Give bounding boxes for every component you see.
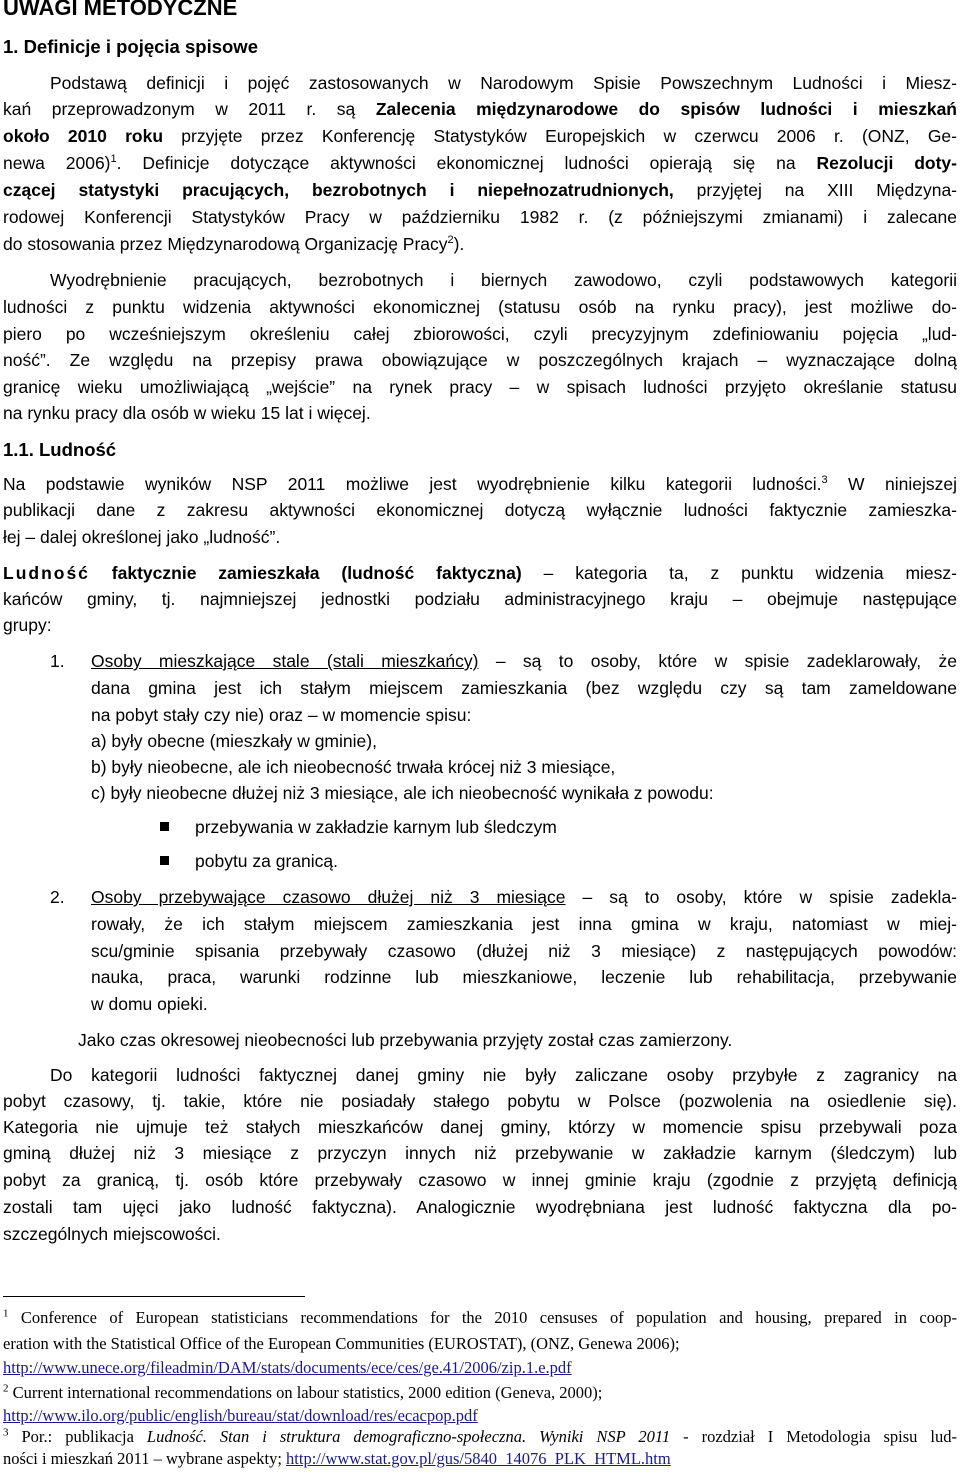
para6-line: Do kategorii ludności faktycznej danej gminy nie były zaliczane osoby przybyłe z zagranicy na <box>50 1065 957 1085</box>
para2-line: ludności z punktu widzenia aktywności ekonomicznej (statusu osób na rynku pracy), jest możliwe do- <box>3 297 957 317</box>
footnote-3-link[interactable]: http://www.stat.gov.pl/gus/5840_14076_PLK_HTML.htm <box>286 1449 671 1468</box>
top-heading: UWAGI METODYCZNE <box>3 0 238 20</box>
item2-line1: Osoby przebywające czasowo dłużej niż 3 miesiące – są to osoby, które w spisie zadekla- <box>91 887 958 907</box>
para1-line1: Podstawą definicji i pojęć zastosowanych w Narodowym Spisie Powszechnym Ludności i Miesz- <box>50 73 957 93</box>
para1-line4: newa 2006)$^1$. Definicje dotyczące aktywności ekonomicznej ludności opierają się na Rezolucji doty- <box>3 153 957 173</box>
footnote-3-line2: ności i mieszkań 2011 – wybrane aspekty; http://www.stat.gov.pl/gus/5840_14076_PLK_HTML.htm <box>3 1449 671 1468</box>
footnote-1-link-row <box>3 1357 957 1379</box>
footnote-separator <box>3 1296 305 1297</box>
item2-line4: nauka, praca, warunki rodzinne lub mieszkaniowe, leczenie lub rehabilitacja, przebywanie <box>91 967 957 987</box>
item2-line3: scu/gminie spisania przebywały czasowo (dłużej niż 3 miesiące) z następujących powodów: <box>91 941 957 961</box>
footnote-ref-1[interactable]: 1 <box>110 153 117 166</box>
para2-line: piero po wcześniejszym określeniu całej zbiorowości, czyli precyzyjnym zdefiniowaniu pojęcia „lud- <box>3 324 957 344</box>
item1-sub-c: c) były nieobecne dłużej niż 3 miesiące, ale ich nieobecność wynikała z powodu: <box>91 783 714 803</box>
list-number-2: 2. <box>50 887 65 907</box>
para6-line: Kategoria nie ujmuje też stałych mieszkańców danej gminy, którzy w momencie spisu przebywali poza <box>3 1117 957 1137</box>
para4-line2: kańców gminy, tj. najmniejszej jednostki podziału administracyjnego kraju – obejmuje następujące <box>3 589 957 609</box>
list-number-1: 1. <box>50 651 65 671</box>
item1-sub-a: a) były obecne (mieszkały w gminie), <box>91 731 377 751</box>
para2-line: ność”. Ze względu na przepisy prawa obowiązujące w poszczególnych krajach – wyznaczające dolną <box>3 350 957 370</box>
footnote-3-line1: $^3$ Por.: publikacja Ludność. Stan i struktura demograficzno-społeczna. Wyniki NSP 2011 - rozdział I Metodologia spisu lud- <box>3 1426 957 1446</box>
para2-line: Wyodrębnienie pracujących, bezrobotnych i biernych zawodowo, czyli podstawowych kategorii <box>50 270 957 290</box>
para3-line1: Na podstawie wyników NSP 2011 możliwe jest wyodrębnienie kilku kategorii ludności.$^3$ W niniejszej <box>3 474 957 494</box>
para1-line3: około 2010 roku przyjęte przez Konferencję Statystyków Europejskich w czerwcu 2006 r. (ONZ, Ge- <box>3 126 957 146</box>
para2-line: na rynku pracy dla osób w wieku 15 lat i więcej. <box>3 403 371 423</box>
square-bullet-icon <box>160 856 169 865</box>
footnote-1-link[interactable]: http://www.unece.org/fileadmin/DAM/stats/documents/ece/ces/ge.41/2006/zip.1.e.pdf <box>3 1358 572 1377</box>
item1-line2: dana gmina jest ich stałym miejscem zamieszkania (bez względu czy są tam zameldowane <box>91 678 957 698</box>
footnote-ref-3[interactable]: 3 <box>821 474 828 487</box>
footnote-1-line2: eration with the Statistical Office of the European Communities (EUROSTAT), (ONZ, Genewa 2006); <box>3 1334 680 1353</box>
para6-line: zostali tam ujęci jako ludność faktyczna). Analogicznie wyodrębniana jest ludność faktyczna dla po- <box>3 1197 957 1217</box>
para3-line2: publikacji dane z zakresu aktywności ekonomicznej dotyczą wyłącznie ludności faktycznie zamieszka- <box>3 500 957 520</box>
para6-line: pobyt czasowy, tj. takie, które nie posiadały stałego pobytu w Polsce (pozwolenia na osiedlenie się). <box>3 1091 957 1111</box>
item1-bullet-1: przebywania w zakładzie karnym lub śledczym <box>195 817 557 837</box>
para6-line: szczególnych miejscowości. <box>3 1224 221 1244</box>
item1-bullet-2: pobytu za granicą. <box>195 851 339 871</box>
item1-sub-b: b) były nieobecne, ale ich nieobecność trwała krócej niż 3 miesiące, <box>91 757 616 777</box>
item2-line2: rowały, że ich stałym miejscem zamieszkania jest inna gmina w kraju, natomiast w miej- <box>91 914 957 934</box>
footnote-2-link[interactable]: http://www.ilo.org/public/english/bureau/stat/download/res/ecacpop.pdf <box>3 1406 478 1425</box>
para4-line3: grupy: <box>3 615 52 635</box>
item1-line3: na pobyt stały czy nie) oraz – w momencie spisu: <box>91 705 472 725</box>
para6-line: gminą dłużej niż 3 miesiące z przyczyn innych niż przebywanie w zakładzie karnym (śledczym) lub <box>3 1143 957 1163</box>
section-heading-1: 1. Definicje i pojęcia spisowe <box>3 36 258 57</box>
section-heading-1-1: 1.1. Ludność <box>3 439 117 460</box>
footnote-2-line1: $^2$ Current international recommendations on labour statistics, 2000 edition (Geneva, 2000); <box>3 1382 603 1402</box>
para1-line2: kań przeprowadzonym w 2011 r. są Zalecenia międzynarodowe do spisów ludności i mieszkań <box>3 99 957 119</box>
para1-line5: czącej statystyki pracujących, bezrobotnych i niepełnozatrudnionych, przyjętej na XIII Międzyna- <box>3 180 958 200</box>
para3-line3: łej – dalej określonej jako „ludność”. <box>3 527 281 547</box>
para6-line: pobyt za granicą, tj. osób które przebywały czasowo w innej gminie kraju (zgodnie z przyjętą definicją <box>3 1170 957 1190</box>
item2-line5: w domu opieki. <box>91 994 208 1014</box>
para2-line: granicę wieku umożliwiającą „wejście” na rynek pracy – w spisach ludności przyjęto określanie statusu <box>3 377 957 397</box>
para1-line7: do stosowania przez Międzynarodową Organizację Pracy$^2$). <box>3 234 465 254</box>
footnote-1-line1: $^1$ Conference of European statisticians recommendations for the 2010 censuses of population and housing, prepared in coop- <box>3 1307 957 1327</box>
square-bullet-icon <box>160 822 169 831</box>
footnote-ref-2[interactable]: 2 <box>447 234 454 247</box>
para4-line1: Ludność faktycznie zamieszkała (ludność faktyczna) – kategoria ta, z punktu widzenia miesz- <box>3 563 957 583</box>
item1-line1: Osoby mieszkające stale (stali mieszkańcy) – są to osoby, które w spisie zadeklarowały, że <box>91 651 957 671</box>
footnote-2-link-row <box>3 1405 957 1427</box>
para1-line6: rodowej Konferencji Statystyków Pracy w październiku 1982 r. (z późniejszymi zmianami) i zalecane <box>3 207 957 227</box>
para5: Jako czas okresowej nieobecności lub przebywania przyjęty został czas zamierzony. <box>78 1030 733 1050</box>
